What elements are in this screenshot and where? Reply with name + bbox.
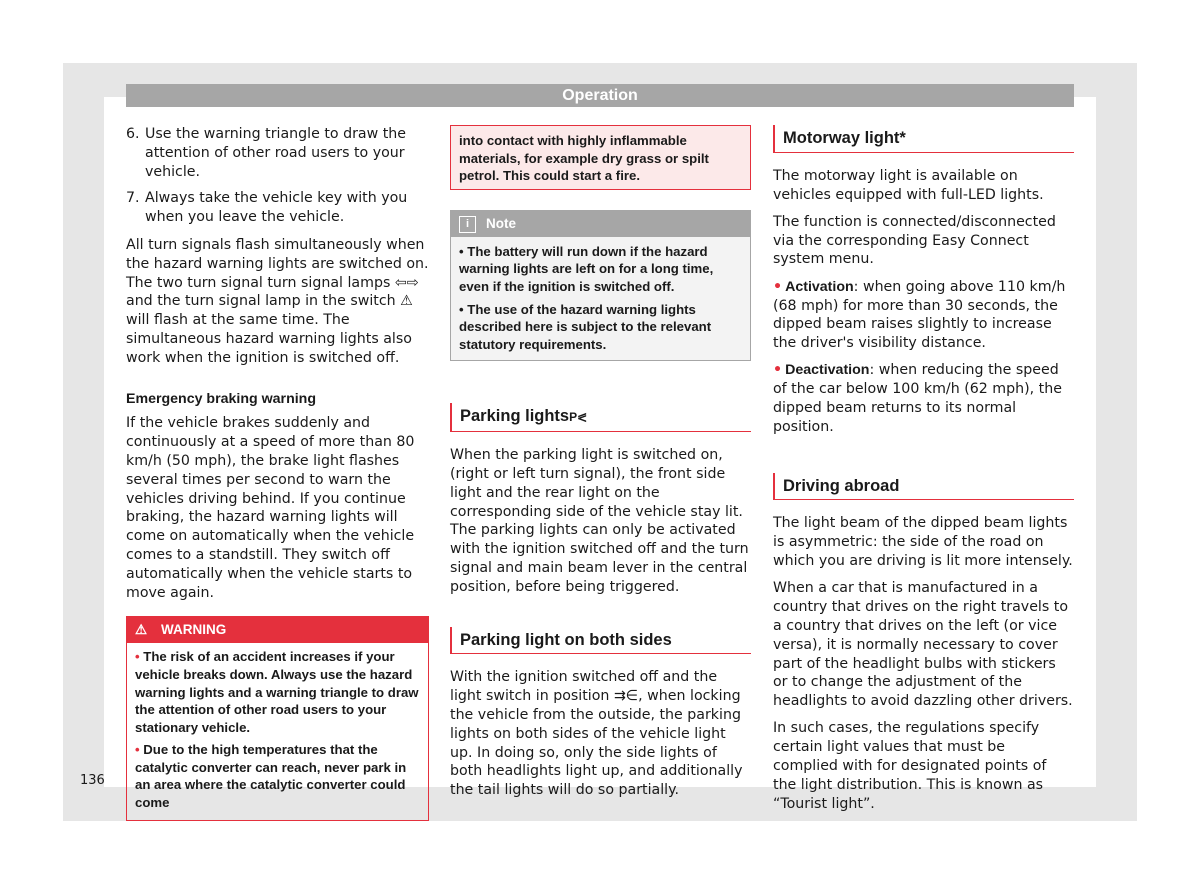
step-number: 7. xyxy=(126,190,140,207)
parking-light-icon: P⪕ xyxy=(569,410,588,425)
bullet-icon: • xyxy=(773,362,783,379)
step-item xyxy=(126,189,429,227)
warning-title: WARNING xyxy=(161,622,227,638)
activation-item: • Activation: when going above 110 km/h (68 mph) for more than 30 seconds, the dipped beam raises slightly to increase the driver's visibility distance. xyxy=(773,278,1066,352)
warning-title-bar xyxy=(127,617,428,643)
bullet-icon: • xyxy=(773,278,783,295)
warning-box xyxy=(126,616,429,820)
warning-item: • The risk of an accident increases if your vehicle breaks down. Always use the hazard warning lights and a warning triangle to draw the attention of other road users to your stationary vehicle. xyxy=(135,649,419,735)
steps-list xyxy=(126,125,429,227)
emergency-braking-paragraph: If the vehicle brakes suddenly and continuously at a speed of more than 80 km/h (50 mph), the brake light flashes several times per second to warn the vehicles driving behind. If you continue braking, the hazard warning lights will come on automatically when the vehicle comes to a standstill. They switch off automatically when the vehicle starts to move again. xyxy=(126,415,415,601)
warning-item: • Due to the high temperatures that the catalytic converter can reach, never park in an area where the catalytic converter could come xyxy=(135,742,407,811)
abroad-paragraph-1: The light beam of the dipped beam lights is asymmetric: the side of the road on which you are driving is lit more intensely. xyxy=(773,515,1073,570)
column-3 xyxy=(773,125,1074,822)
page-number: 136 xyxy=(80,773,105,788)
parking-lights-paragraph: When the parking light is switched on, (right or left turn signal), the front side light and the rear light on the corresponding side of the vehicle stay lit. The parking lights can only be activated with the ignition switched off and the turn signal and main beam lever in the central position, before being triggered. xyxy=(450,447,749,595)
column-1 xyxy=(126,125,429,821)
parking-both-sides-paragraph: With the ignition switched off and the light switch in position ⇉∈, when locking the vehicle from the outside, the parking lights on both sides of the vehicle light up. In doing so, only the side lights of both headlights light up, and additionally the tail lights will do so partially. xyxy=(450,669,743,799)
note-item: • The battery will run down if the hazard warning lights are left on for a long time, even if the ignition is switched off. xyxy=(459,243,714,294)
parking-both-sides-heading: Parking light on both sides xyxy=(450,627,751,655)
note-title: Note xyxy=(486,215,516,231)
motorway-light-heading: Motorway light* xyxy=(773,125,1074,153)
step-text: Always take the vehicle key with you when you leave the vehicle. xyxy=(145,190,408,226)
abroad-paragraph-2: When a car that is manufactured in a country that drives on the right travels to a country that drives on the left (or vice versa), it is normally necessary to cover part of the headlight bulbs with stickers or to change the adjustment of the headlights to avoid dazzling other drivers. xyxy=(773,580,1073,710)
driving-abroad-heading: Driving abroad xyxy=(773,473,1074,501)
motorway-paragraph-1: The motorway light is available on vehicles equipped with full-LED lights. xyxy=(773,167,1044,203)
bullet-icon: • xyxy=(135,742,144,758)
deactivation-item: • Deactivation: when reducing the speed of the car below 100 km/h (62 mph), the dipped beam returns to its normal position. xyxy=(773,362,1062,435)
note-item: • The use of the hazard warning lights described here is subject to the relevant statutory requirements. xyxy=(459,301,712,352)
hazard-paragraph: All turn signals flash simultaneously when the hazard warning lights are switched on. The two turn signal turn signal lamps ⇦⇨ and the turn signal lamp in the switch ⚠ will flash at the same time. The simultaneous hazard warning lights also work when the ignition is switched off. xyxy=(126,236,429,366)
step-text: Use the warning triangle to draw the attention of other road users to your vehicle. xyxy=(145,126,407,180)
abroad-paragraph-3: In such cases, the regulations specify certain light values that must be complied with for designated points of the light distribution. This is known as “Tourist light”. xyxy=(773,720,1047,812)
warning-body xyxy=(127,643,428,819)
note-title-bar xyxy=(451,211,750,237)
warning-continued-text: into contact with highly inflammable materials, for example dry grass or spilt petrol. This could start a fire. xyxy=(459,133,709,184)
step-item xyxy=(126,125,429,181)
step-number: 6. xyxy=(126,126,140,142)
warning-continued-box xyxy=(450,125,751,190)
bullet-icon: • xyxy=(135,649,144,665)
info-icon: i xyxy=(459,216,476,233)
note-body xyxy=(451,237,750,361)
parking-lights-heading: Parking lightsP⪕ xyxy=(450,403,751,432)
column-2 xyxy=(450,125,751,808)
emergency-braking-heading: Emergency braking warning xyxy=(126,390,317,407)
note-box xyxy=(450,210,751,362)
warning-triangle-icon: ⚠ xyxy=(135,622,148,638)
motorway-paragraph-2: The function is connected/disconnected via the corresponding Easy Connect system menu. xyxy=(773,213,1056,268)
section-header: Operation xyxy=(126,84,1074,107)
